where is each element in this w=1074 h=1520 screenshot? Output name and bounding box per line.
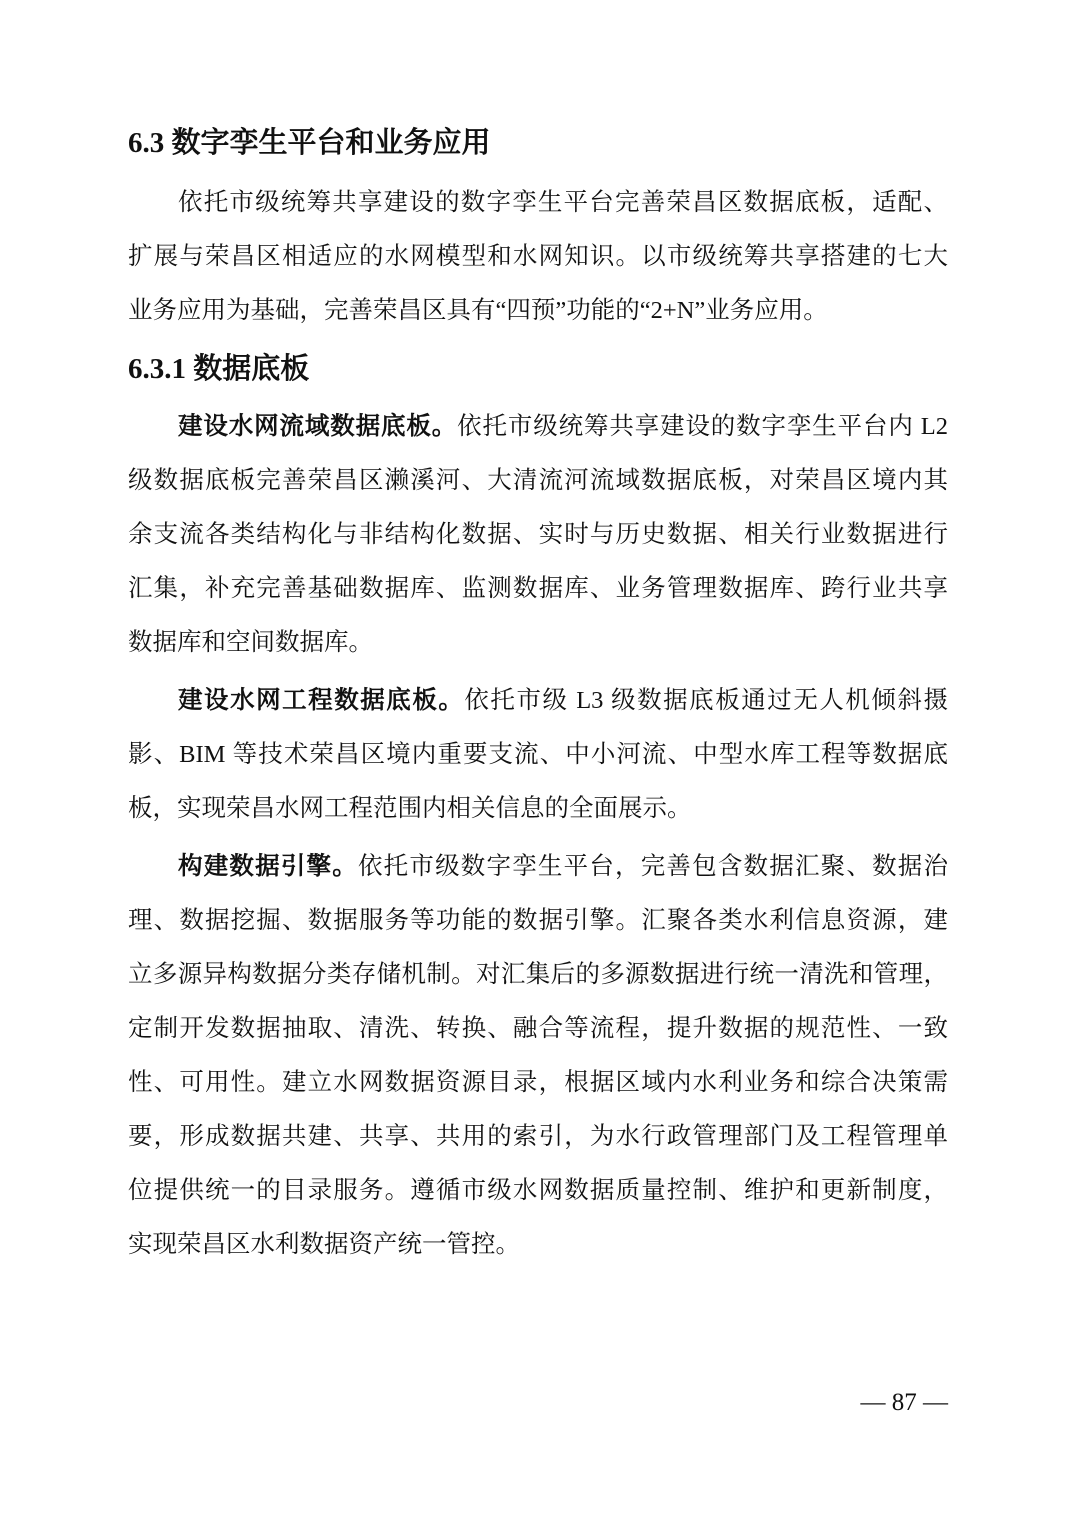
text-line: 要，形成数据共建、共享、共用的索引，为水行政管理部门及工程管理单 bbox=[128, 1123, 948, 1150]
text-run: 依托市级数字孪生平台，完善包含数据汇聚、数据治 bbox=[357, 853, 949, 880]
paragraph-intro bbox=[128, 176, 948, 338]
section-heading-6-3: 6.3 数字孪生平台和业务应用 bbox=[128, 127, 491, 159]
text-line: 影、BIM 等技术荣昌区境内重要支流、中小河流、中型水库工程等数据底 bbox=[128, 741, 948, 768]
text-line: 实现荣昌区水利数据资产统一管控。 bbox=[128, 1231, 520, 1258]
text-line: 扩展与荣昌区相适应的水网模型和水网知识。以市级统筹共享搭建的七大 bbox=[128, 243, 948, 270]
text-line: 定制开发数据抽取、清洗、转换、融合等流程，提升数据的规范性、一致 bbox=[128, 1015, 948, 1042]
text-line: 性、可用性。建立水网数据资源目录，根据区域内水利业务和综合决策需 bbox=[128, 1069, 948, 1096]
text-line: 数据库和空间数据库。 bbox=[128, 629, 373, 656]
text-line: 级数据底板完善荣昌区濑溪河、大清流河流域数据底板，对荣昌区境内其 bbox=[128, 467, 948, 494]
text-line: 板，实现荣昌水网工程范围内相关信息的全面展示。 bbox=[128, 795, 692, 822]
text-line: 汇集，补充完善基础数据库、监测数据库、业务管理数据库、跨行业共享 bbox=[128, 575, 948, 602]
text-line: 业务应用为基础，完善荣昌区具有“四预”功能的“2+N”业务应用。 bbox=[128, 297, 828, 324]
text-line bbox=[128, 400, 948, 454]
paragraph-basin-data-base bbox=[128, 400, 948, 670]
run-in-heading-project: 建设水网工程数据底板。 bbox=[178, 687, 465, 714]
run-in-heading-engine: 构建数据引擎。 bbox=[178, 853, 358, 880]
run-in-heading-basin: 建设水网流域数据底板。 bbox=[178, 413, 458, 440]
text-line: 依托市级统筹共享建设的数字孪生平台完善荣昌区数据底板，适配、 bbox=[178, 189, 948, 216]
text-line: 理、数据挖掘、数据服务等功能的数据引擎。汇聚各类水利信息资源，建 bbox=[128, 907, 948, 934]
paragraph-project-data-base bbox=[128, 674, 948, 836]
paragraph-data-engine bbox=[128, 840, 948, 1272]
text-line: 余支流各类结构化与非结构化数据、实时与历史数据、相关行业数据进行 bbox=[128, 521, 948, 548]
text-line: 位提供统一的目录服务。遵循市级水网数据质量控制、维护和更新制度， bbox=[128, 1177, 948, 1204]
text-line bbox=[128, 840, 948, 894]
text-run: 依托市级统筹共享建设的数字孪生平台内 L2 bbox=[457, 413, 948, 440]
text-line bbox=[128, 674, 948, 728]
text-line: 立多源异构数据分类存储机制。对汇集后的多源数据进行统一清洗和管理， bbox=[128, 961, 948, 988]
document-content bbox=[128, 116, 948, 1272]
text-run: 依托市级 L3 级数据底板通过无人机倾斜摄 bbox=[464, 687, 948, 714]
section-heading-6-3-1: 6.3.1 数据底板 bbox=[128, 353, 310, 385]
page-number: — 87 — bbox=[860, 1389, 948, 1416]
